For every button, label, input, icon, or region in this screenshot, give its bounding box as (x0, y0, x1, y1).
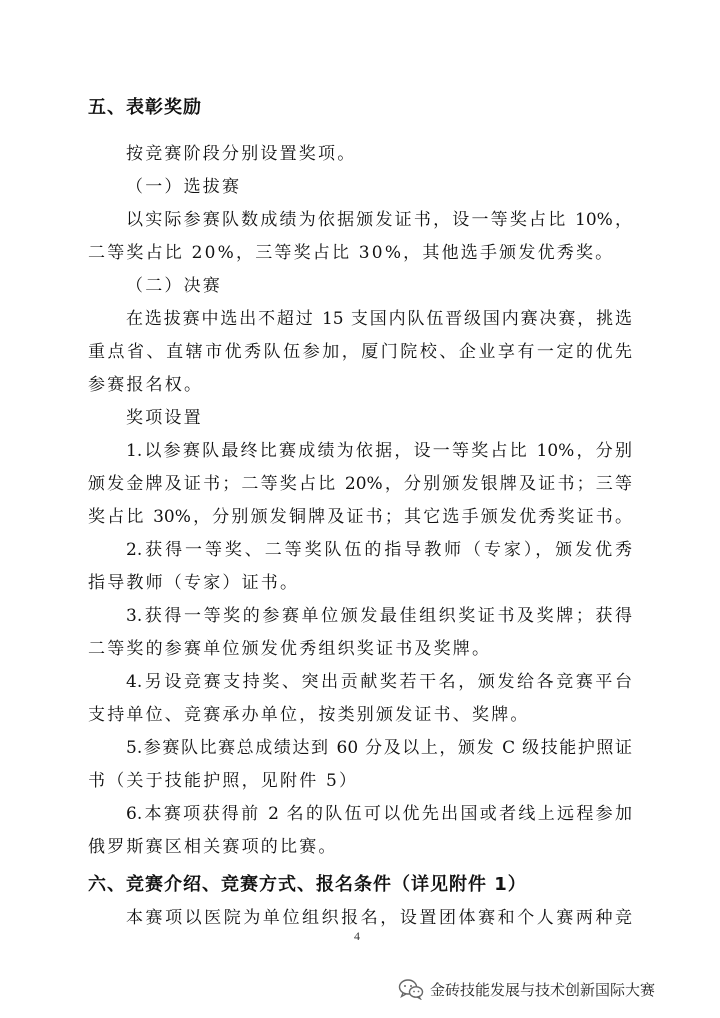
paragraph-line: 6.本赛项获得前 2 名的队伍可以优先出国或者线上远程参加 (126, 804, 632, 824)
paragraph-line: 按竞赛阶段分别设置奖项。 (126, 144, 357, 164)
paragraph-line: 二等奖的参赛单位颁发优秀组织奖证书及奖牌。 (88, 639, 492, 659)
subheading-awards: 奖项设置 (126, 408, 203, 428)
paragraph-line: 指导教师（专家）证书。 (88, 573, 300, 593)
paragraph-line: 颁发金牌及证书；二等奖占比 20%，分别颁发银牌及证书；三等 (88, 474, 632, 494)
paragraph-line: 3.获得一等奖的参赛单位颁发最佳组织奖证书及奖牌；获得 (126, 606, 632, 626)
paragraph-line: 1.以参赛队最终比赛成绩为依据，设一等奖占比 10%，分别 (126, 441, 632, 461)
paragraph-line: 二等奖占比 20%，三等奖占比 30%，其他选手颁发优秀奖。 (88, 243, 615, 263)
paragraph-line: 支持单位、竞赛承办单位，按类别颁发证书、奖牌。 (88, 705, 530, 725)
paragraph-line: 奖占比 30%，分别颁发铜牌及证书；其它选手颁发优秀奖证书。 (88, 507, 632, 527)
page-number: 4 (354, 929, 360, 943)
paragraph-line: 重点省、直辖市优秀队伍参加，厦门院校、企业享有一定的优先 (88, 342, 632, 362)
subheading-selection: （一）选拔赛 (126, 177, 242, 197)
paragraph-line: 4.另设竞赛支持奖、突出贡献奖若干名，颁发给各竞赛平台 (126, 672, 632, 692)
watermark-footer (398, 976, 655, 1002)
subheading-final: （二）决赛 (126, 276, 222, 296)
paragraph-line: 俄罗斯赛区相关赛项的比赛。 (88, 837, 338, 857)
section-6-heading: 六、竞赛介绍、竞赛方式、报名条件（详见附件 1） (88, 874, 527, 895)
wechat-icon (398, 978, 424, 1000)
paragraph-line: 5.参赛队比赛总成绩达到 60 分及以上，颁发 C 级技能护照证 (126, 738, 632, 758)
paragraph-line: 2.获得一等奖、二等奖队伍的指导教师（专家），颁发优秀 (126, 540, 632, 560)
paragraph-line: 本赛项以医院为单位组织报名，设置团体赛和个人赛两种竞 (126, 908, 632, 928)
paragraph-line: 书（关于技能护照，见附件 5） (88, 771, 359, 791)
paragraph-line: 以实际参赛队数成绩为依据颁发证书，设一等奖占比 10%， (126, 210, 632, 230)
paragraph-line: 在选拔赛中选出不超过 15 支国内队伍晋级国内赛决赛，挑选 (126, 309, 632, 329)
watermark-text: 金砖技能发展与技术创新国际大赛 (430, 980, 656, 999)
section-5-heading: 五、表彰奖励 (88, 97, 202, 118)
paragraph-line: 参赛报名权。 (88, 375, 204, 395)
